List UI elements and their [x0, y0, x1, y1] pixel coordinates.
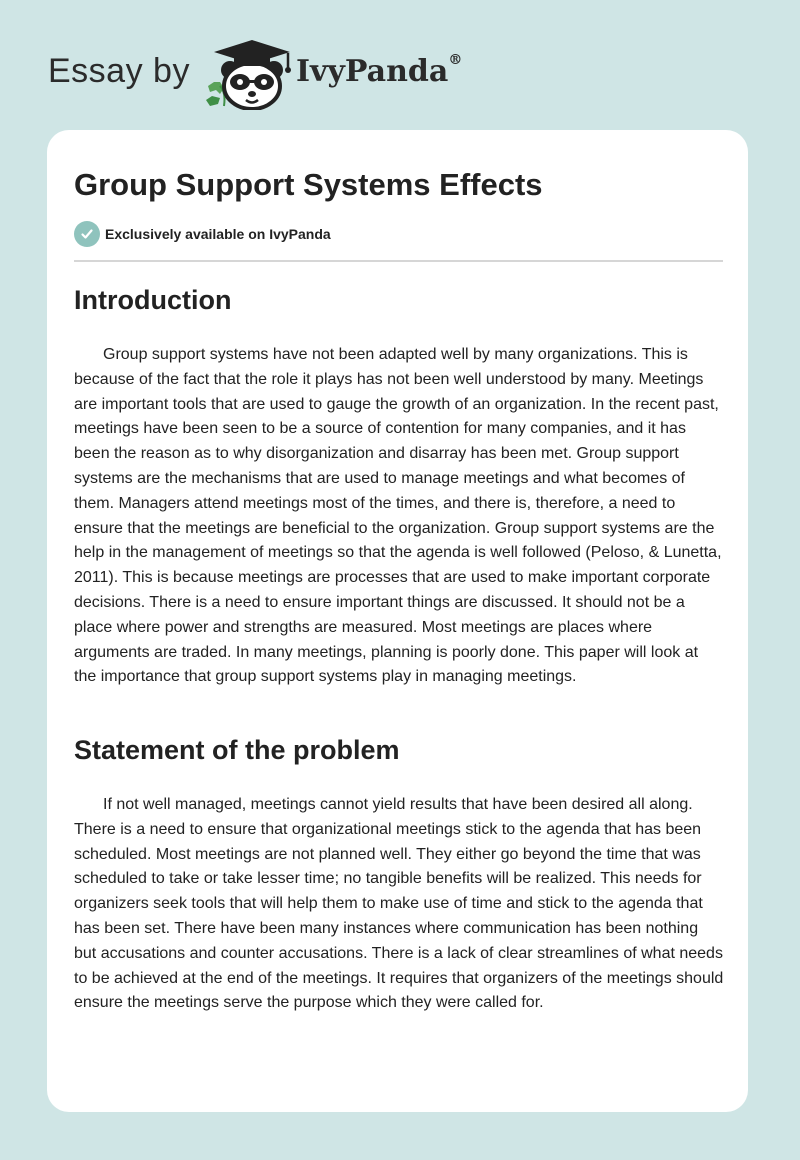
exclusive-badge — [74, 221, 331, 247]
section-heading-introduction: Introduction — [74, 285, 232, 315]
registered-mark: ® — [448, 52, 463, 68]
exclusive-badge-text: Exclusively available on IvyPanda — [105, 226, 331, 242]
title-divider — [74, 260, 723, 262]
essay-card — [47, 130, 748, 1112]
section-heading-problem: Statement of the problem — [74, 735, 400, 765]
section-paragraph-introduction: Group support systems have not been adapted well by many organizations. This is because of the fact that the role it plays has not been well understood by many. Meetings are important tools that are used to gauge the growth of an organization. In the recent past, meetings have been seen to be a source of contention for many companies, and it has been the reason as to why disorganization and disarray has been met. Group support systems are the mechanisms that are used to manage meetings and what becomes of them. Managers attend meetings most of the times, and there is, therefore, a need to ensure that the meetings are beneficial to the organization. Group support systems are the help in the management of meetings so that the agenda is well followed (Peloso, & Lunetta, 2011). This is because meetings are processes that are used to make important corporate decisions. There is a need to ensure important things are discussed. It should not be a place where power and strengths are measured. Most meetings are places where arguments are traded. In many meetings, planning is poorly done. This paper will look at the importance that group support systems play in managing meetings. — [74, 346, 722, 686]
page-title: Group Support Systems Effects — [74, 167, 543, 202]
check-circle-icon — [74, 221, 100, 247]
site-header — [48, 34, 748, 114]
ivypanda-logo-icon[interactable] — [200, 34, 300, 110]
section-paragraph-problem: If not well managed, meetings cannot yield results that have been desired all along. There is a need to ensure that organizational meetings stick to the agenda that has been scheduled. Most meetings are not planned well. They either go beyond the time that was scheduled to take or take lesser time; no tangible benefits will be realized. This needs for organizers seek tools that will help them to make use of time and stick to the agenda that has been set. There have been many instances where communication has been nothing but accusations and counter accusations. There is a lack of clear streamlines of what needs to be achieved at the end of the meetings. It requires that organizers of the meetings should ensure the meetings serve the purpose which they were called for. — [74, 796, 724, 1012]
essay-by-label: Essay by — [48, 52, 190, 90]
ivypanda-brand-name[interactable]: IvyPanda® — [296, 52, 463, 89]
